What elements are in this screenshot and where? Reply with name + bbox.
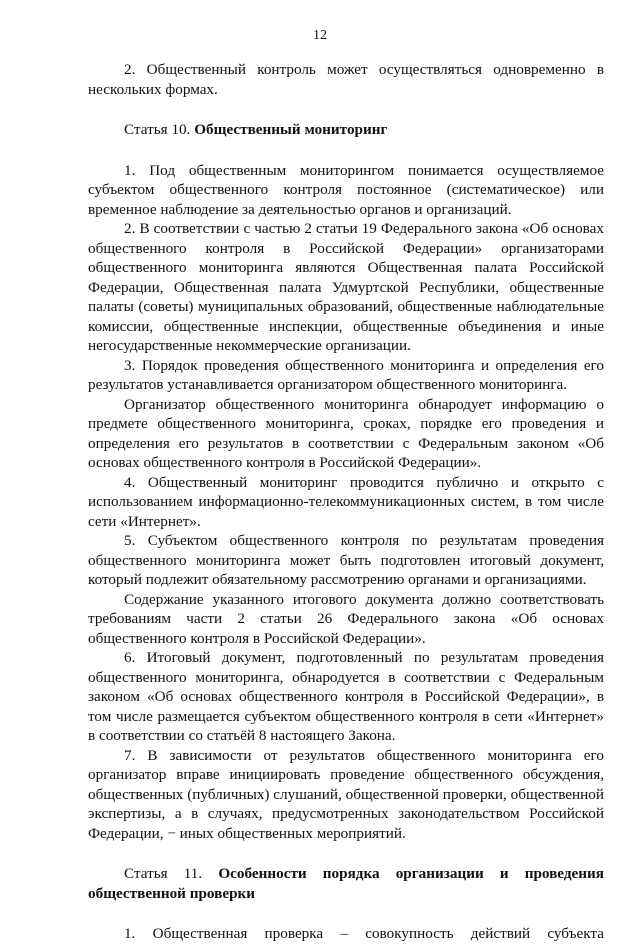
article-10-paragraph-6: 6. Итоговый документ, подготовленный по результатам проведения общественного мониторинга, обнародуется в соответствии с Федеральным законом «Об основах общественного контроля в Российской Федерации», в том числе размещается субъектом общественного контроля в сети «Интернет» в соответствии со статьёй 8 настоящего Закона. xyxy=(88,649,604,744)
article-11-heading xyxy=(88,864,604,903)
article-10-heading xyxy=(88,120,604,140)
document-body xyxy=(88,60,604,944)
article-10-paragraph-3-organizer: Организатор общественного мониторинга обнародует информацию о предмете общественного мониторинга, сроках, порядке его проведения и определения его результатов в соответствии с Федеральным законом «Об основах общественного контроля в Российской Федерации». xyxy=(88,395,604,471)
article-11-title-line1: Особенности порядка организации и проведения xyxy=(218,865,604,882)
paragraph-top-2: 2. Общественный контроль может осуществляться одновременно в нескольких формах. xyxy=(88,61,604,98)
article-10-paragraph-5: 5. Субъектом общественного контроля по результатам проведения общественного мониторинга может быть подготовлен итоговый документ, который подлежит обязательному рассмотрению органами и организациями. xyxy=(88,532,604,588)
article-10-title: Общественный мониторинг xyxy=(194,121,388,138)
article-10-paragraph-2: 2. В соответствии с частью 2 статьи 19 Федерального закона «Об основах общественного контроля в Российской Федерации» организаторами общественного мониторинга являются Общественная палата Российской Федерации, Общественная палата Удмуртской Республики, общественные палаты (советы) муниципальных образований, общественные наблюдательные комиссии, общественные инспекции, общественные объединения и иные негосударственные некоммерческие организации. xyxy=(88,220,604,354)
page-number: 12 xyxy=(313,28,327,43)
article-10-paragraph-3: 3. Порядок проведения общественного мониторинга и определения его результатов устанавливается организатором общественного мониторинга. xyxy=(88,356,604,393)
article-10-prefix: Статья 10. xyxy=(124,121,191,138)
article-11-prefix: Статья 11. xyxy=(124,865,203,882)
article-10-paragraph-4: 4. Общественный мониторинг проводится публично и открыто с использованием информационно-телекоммуникационных систем, в том числе сети «Интернет». xyxy=(88,473,604,530)
article-10-paragraph-5-content: Содержание указанного итогового документа должно соответствовать требованиям части 2 статьи 26 Федерального закона «Об основах общественного контроля в Российской Федерации». xyxy=(88,590,604,647)
article-10-paragraph-1: 1. Под общественным мониторингом понимается осуществляемое субъектом общественного контроля постоянное (систематическое) или временное наблюдение за деятельностью органов и организаций. xyxy=(88,161,604,218)
article-11-title-line2: общественной проверки xyxy=(88,884,256,902)
article-11-paragraph-1: 1. Общественная проверка – совокупность действий субъекта xyxy=(124,925,604,942)
article-10-paragraph-7: 7. В зависимости от результатов общественного мониторинга его организатор вправе инициировать проведение общественного обсуждения, общественных (публичных) слушаний, общественной проверки, общественной экспертизы, а в случаях, предусмотренных законодательством Российской Федерации, − иных общественных мероприятий. xyxy=(88,746,604,842)
